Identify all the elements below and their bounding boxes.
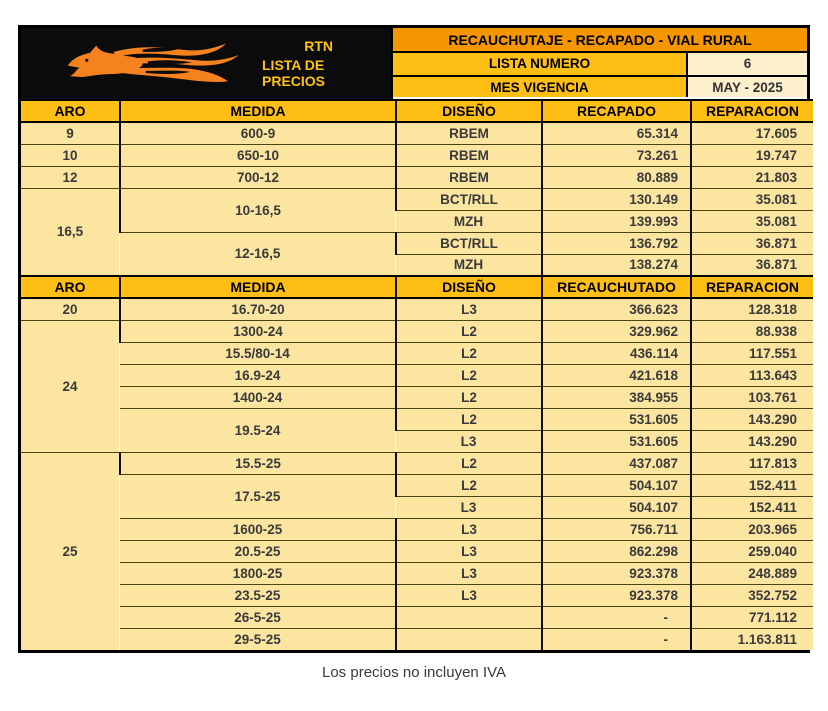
medida-cell: 650-10 (120, 144, 396, 166)
table-row (21, 364, 813, 386)
reparacion-cell: 35.081 (691, 188, 813, 210)
aro-cell: 10 (21, 144, 120, 166)
table-row (21, 628, 813, 650)
price-cell: 504.107 (542, 474, 691, 496)
reparacion-cell: 17.605 (691, 122, 813, 144)
medida-cell: 16.9-24 (120, 364, 396, 386)
reparacion-cell: 88.938 (691, 320, 813, 342)
aro-cell: 24 (21, 320, 120, 452)
reparacion-cell: 103.761 (691, 386, 813, 408)
reparacion-cell: 248.889 (691, 562, 813, 584)
footer-note: Los precios no incluyen IVA (322, 664, 506, 681)
diseno-cell: L3 (396, 518, 542, 540)
medida-cell: 20.5-25 (120, 540, 396, 562)
table-row (21, 584, 813, 606)
reparacion-cell: 771.112 (691, 606, 813, 628)
brand-subtitle: LISTA DE PRECIOS (262, 57, 326, 90)
reparacion-cell: 352.752 (691, 584, 813, 606)
price-table (21, 99, 813, 650)
reparacion-cell: 152.411 (691, 474, 813, 496)
table-row (21, 232, 813, 254)
diseno-cell: RBEM (396, 166, 542, 188)
diseno-cell: BCT/RLL (396, 232, 542, 254)
sheet-header (21, 28, 807, 99)
diseno-cell: BCT/RLL (396, 188, 542, 210)
medida-cell: 26-5-25 (120, 606, 396, 628)
diseno-cell: L3 (396, 562, 542, 584)
table-row (21, 540, 813, 562)
price-cell: 138.274 (542, 254, 691, 276)
diseno-cell: L3 (396, 496, 542, 518)
medida-cell: 19.5-24 (120, 408, 396, 452)
table-row (21, 386, 813, 408)
price-cell: 384.955 (542, 386, 691, 408)
col-medida: MEDIDA (120, 100, 396, 122)
reparacion-cell: 143.290 (691, 408, 813, 430)
price-cell: 437.087 (542, 452, 691, 474)
table-row (21, 408, 813, 430)
price-cell: 329.962 (542, 320, 691, 342)
table-row (21, 320, 813, 342)
brand-header (21, 28, 393, 99)
medida-cell: 15.5-25 (120, 452, 396, 474)
diseno-cell: L2 (396, 452, 542, 474)
table-row (21, 606, 813, 628)
col-aro: ARO (21, 276, 120, 298)
reparacion-cell: 35.081 (691, 210, 813, 232)
month-label: MES VIGENCIA (393, 77, 688, 97)
medida-cell: 1600-25 (120, 518, 396, 540)
diseno-cell: L3 (396, 298, 542, 320)
medida-cell: 29-5-25 (120, 628, 396, 650)
table-row (21, 188, 813, 210)
diseno-cell: MZH (396, 210, 542, 232)
diseno-cell (396, 628, 542, 650)
month-row (393, 75, 807, 97)
reparacion-cell: 128.318 (691, 298, 813, 320)
col-reparacion: REPARACION (691, 276, 813, 298)
price-cell: - (542, 628, 691, 650)
reparacion-cell: 21.803 (691, 166, 813, 188)
col-aro: ARO (21, 100, 120, 122)
reparacion-cell: 203.965 (691, 518, 813, 540)
reparacion-cell: 117.551 (691, 342, 813, 364)
price-cell: 504.107 (542, 496, 691, 518)
table-row (21, 452, 813, 474)
diseno-cell: L2 (396, 342, 542, 364)
flaming-panther-logo (61, 35, 256, 93)
diseno-cell: L2 (396, 386, 542, 408)
list-number-row (393, 53, 807, 75)
diseno-cell: L2 (396, 320, 542, 342)
price-cell: 862.298 (542, 540, 691, 562)
reparacion-cell: 1.163.811 (691, 628, 813, 650)
reparacion-cell: 19.747 (691, 144, 813, 166)
price-cell: 756.711 (542, 518, 691, 540)
price-cell: 130.149 (542, 188, 691, 210)
column-header-row-2 (21, 276, 813, 298)
reparacion-cell: 113.643 (691, 364, 813, 386)
table-row (21, 518, 813, 540)
brand-name: RTN (304, 37, 333, 54)
table-row (21, 166, 813, 188)
medida-cell: 23.5-25 (120, 584, 396, 606)
aro-cell: 9 (21, 122, 120, 144)
aro-cell: 25 (21, 452, 120, 650)
price-cell: 73.261 (542, 144, 691, 166)
col-diseno: DISEÑO (396, 100, 542, 122)
table-row (21, 562, 813, 584)
price-cell: 65.314 (542, 122, 691, 144)
price-cell: 421.618 (542, 364, 691, 386)
diseno-cell: L3 (396, 584, 542, 606)
reparacion-cell: 259.040 (691, 540, 813, 562)
diseno-cell: RBEM (396, 122, 542, 144)
reparacion-cell: 117.813 (691, 452, 813, 474)
medida-cell: 1400-24 (120, 386, 396, 408)
col-reparacion: REPARACION (691, 100, 813, 122)
diseno-cell (396, 606, 542, 628)
col-recauchutado: RECAUCHUTADO (542, 276, 691, 298)
diseno-cell: MZH (396, 254, 542, 276)
diseno-cell: L2 (396, 364, 542, 386)
info-box (393, 28, 807, 99)
table-row (21, 122, 813, 144)
banner-title: RECAUCHUTAJE - RECAPADO - VIAL RURAL (393, 28, 807, 53)
column-header-row (21, 100, 813, 122)
brand-text (256, 28, 391, 99)
medida-cell: 1800-25 (120, 562, 396, 584)
reparacion-cell: 36.871 (691, 254, 813, 276)
diseno-cell: L2 (396, 474, 542, 496)
price-cell: 531.605 (542, 430, 691, 452)
medida-cell: 12-16,5 (120, 232, 396, 276)
col-medida: MEDIDA (120, 276, 396, 298)
month-value: MAY - 2025 (688, 77, 807, 97)
table-row (21, 342, 813, 364)
price-cell: 139.993 (542, 210, 691, 232)
price-cell: 923.378 (542, 562, 691, 584)
price-list-sheet (18, 25, 810, 653)
aro-cell: 20 (21, 298, 120, 320)
price-cell: 531.605 (542, 408, 691, 430)
diseno-cell: L2 (396, 408, 542, 430)
reparacion-cell: 152.411 (691, 496, 813, 518)
table-row (21, 144, 813, 166)
price-cell: 923.378 (542, 584, 691, 606)
list-number-label: LISTA NUMERO (393, 53, 688, 75)
medida-cell: 16.70-20 (120, 298, 396, 320)
diseno-cell: RBEM (396, 144, 542, 166)
table-row (21, 298, 813, 320)
price-cell: 136.792 (542, 232, 691, 254)
table-row (21, 474, 813, 496)
price-cell: 366.623 (542, 298, 691, 320)
medida-cell: 700-12 (120, 166, 396, 188)
price-cell: 80.889 (542, 166, 691, 188)
aro-cell: 12 (21, 166, 120, 188)
diseno-cell: L3 (396, 430, 542, 452)
aro-cell: 16,5 (21, 188, 120, 276)
reparacion-cell: 143.290 (691, 430, 813, 452)
reparacion-cell: 36.871 (691, 232, 813, 254)
medida-cell: 1300-24 (120, 320, 396, 342)
col-diseno: DISEÑO (396, 276, 542, 298)
diseno-cell: L3 (396, 540, 542, 562)
medida-cell: 17.5-25 (120, 474, 396, 518)
medida-cell: 600-9 (120, 122, 396, 144)
col-recapado: RECAPADO (542, 100, 691, 122)
list-number-value: 6 (688, 53, 807, 75)
medida-cell: 15.5/80-14 (120, 342, 396, 364)
price-cell: 436.114 (542, 342, 691, 364)
medida-cell: 10-16,5 (120, 188, 396, 232)
price-cell: - (542, 606, 691, 628)
